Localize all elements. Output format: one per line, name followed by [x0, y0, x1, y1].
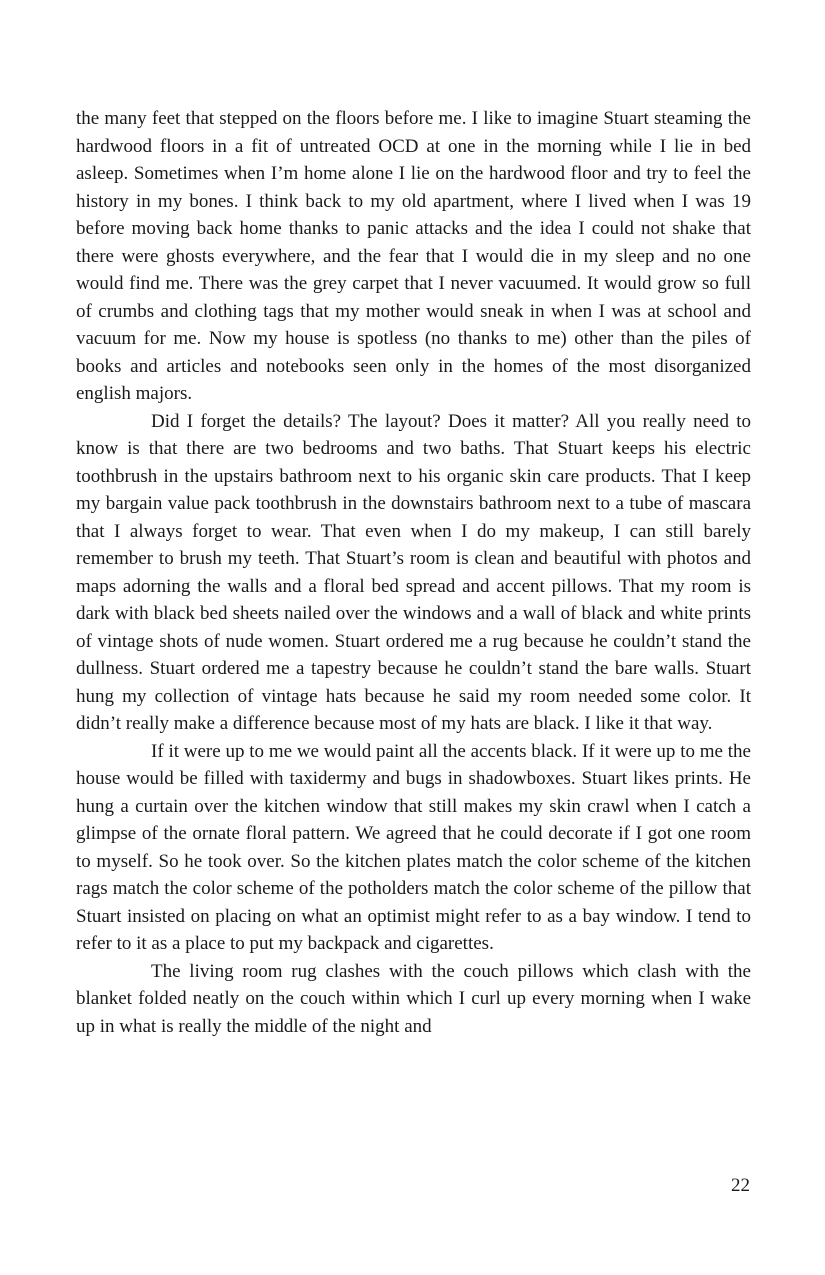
paragraph-4: The living room rug clashes with the couch pillows which clash with the blanket folded neatly on the couch within which I curl up every morning when I wake up in what is really the middle of the night and	[76, 960, 751, 1037]
paragraph-3: If it were up to me we would paint all the accents black. If it were up to me the house would be filled with taxidermy and bugs in shadowboxes. Stuart likes prints. He hung a curtain over the kitchen window that still makes my skin crawl when I catch a glimpse of the ornate floral pattern. We agreed that he could decorate if I got one room to myself. So he took over. So the kitchen plates match the color scheme of the kitchen rags match the color scheme of the potholders match the color scheme of the pillow that Stuart insisted on placing on what an optimist might refer to as a bay window. I tend to refer to it as a place to put my backpack and cigarettes.	[76, 740, 751, 954]
page-number: 22	[731, 1175, 750, 1196]
body-text	[76, 105, 751, 1040]
paragraph-2: Did I forget the details? The layout? Does it matter? All you really need to know is that there are two bedrooms and two baths. That Stuart keeps his electric toothbrush in the upstairs bathroom next to his organic skin care products. That I keep my bargain value pack toothbrush in the downstairs bathroom next to a tube of mascara that I always forget to wear. That even when I do my makeup, I can still barely remember to brush my teeth. That Stuart’s room is clean and beautiful with photos and maps adorning the walls and a floral bed spread and accent pillows. That my room is dark with black bed sheets nailed over the windows and a wall of black and white prints of vintage shots of nude women. Stuart ordered me a rug because he couldn’t stand the dullness. Stuart ordered me a tapestry because he couldn’t stand the bare walls. Stuart hung my collection of vintage hats because he said my room needed some color. It didn’t really make a difference because most of my hats are black. I like it that way.	[76, 410, 751, 734]
paragraph-1: the many feet that stepped on the floors before me. I like to imagine Stuart steaming the hardwood floors in a fit of untreated OCD at one in the morning while I lie in bed asleep. Sometimes when I’m home alone I lie on the hardwood floor and try to feel the history in my bones. I think back to my old apartment, where I lived when I was 19 before moving back home thanks to panic attacks and the idea I could not shake that there were ghosts everywhere, and the fear that I would die in my sleep and no one would find me. There was the grey carpet that I never vacuumed. It would grow so full of crumbs and clothing tags that my mother would sneak in when I was at school and vacuum for me. Now my house is spotless (no thanks to me) other than the piles of books and articles and notebooks seen only in the homes of the most disorganized english majors.	[76, 108, 751, 404]
